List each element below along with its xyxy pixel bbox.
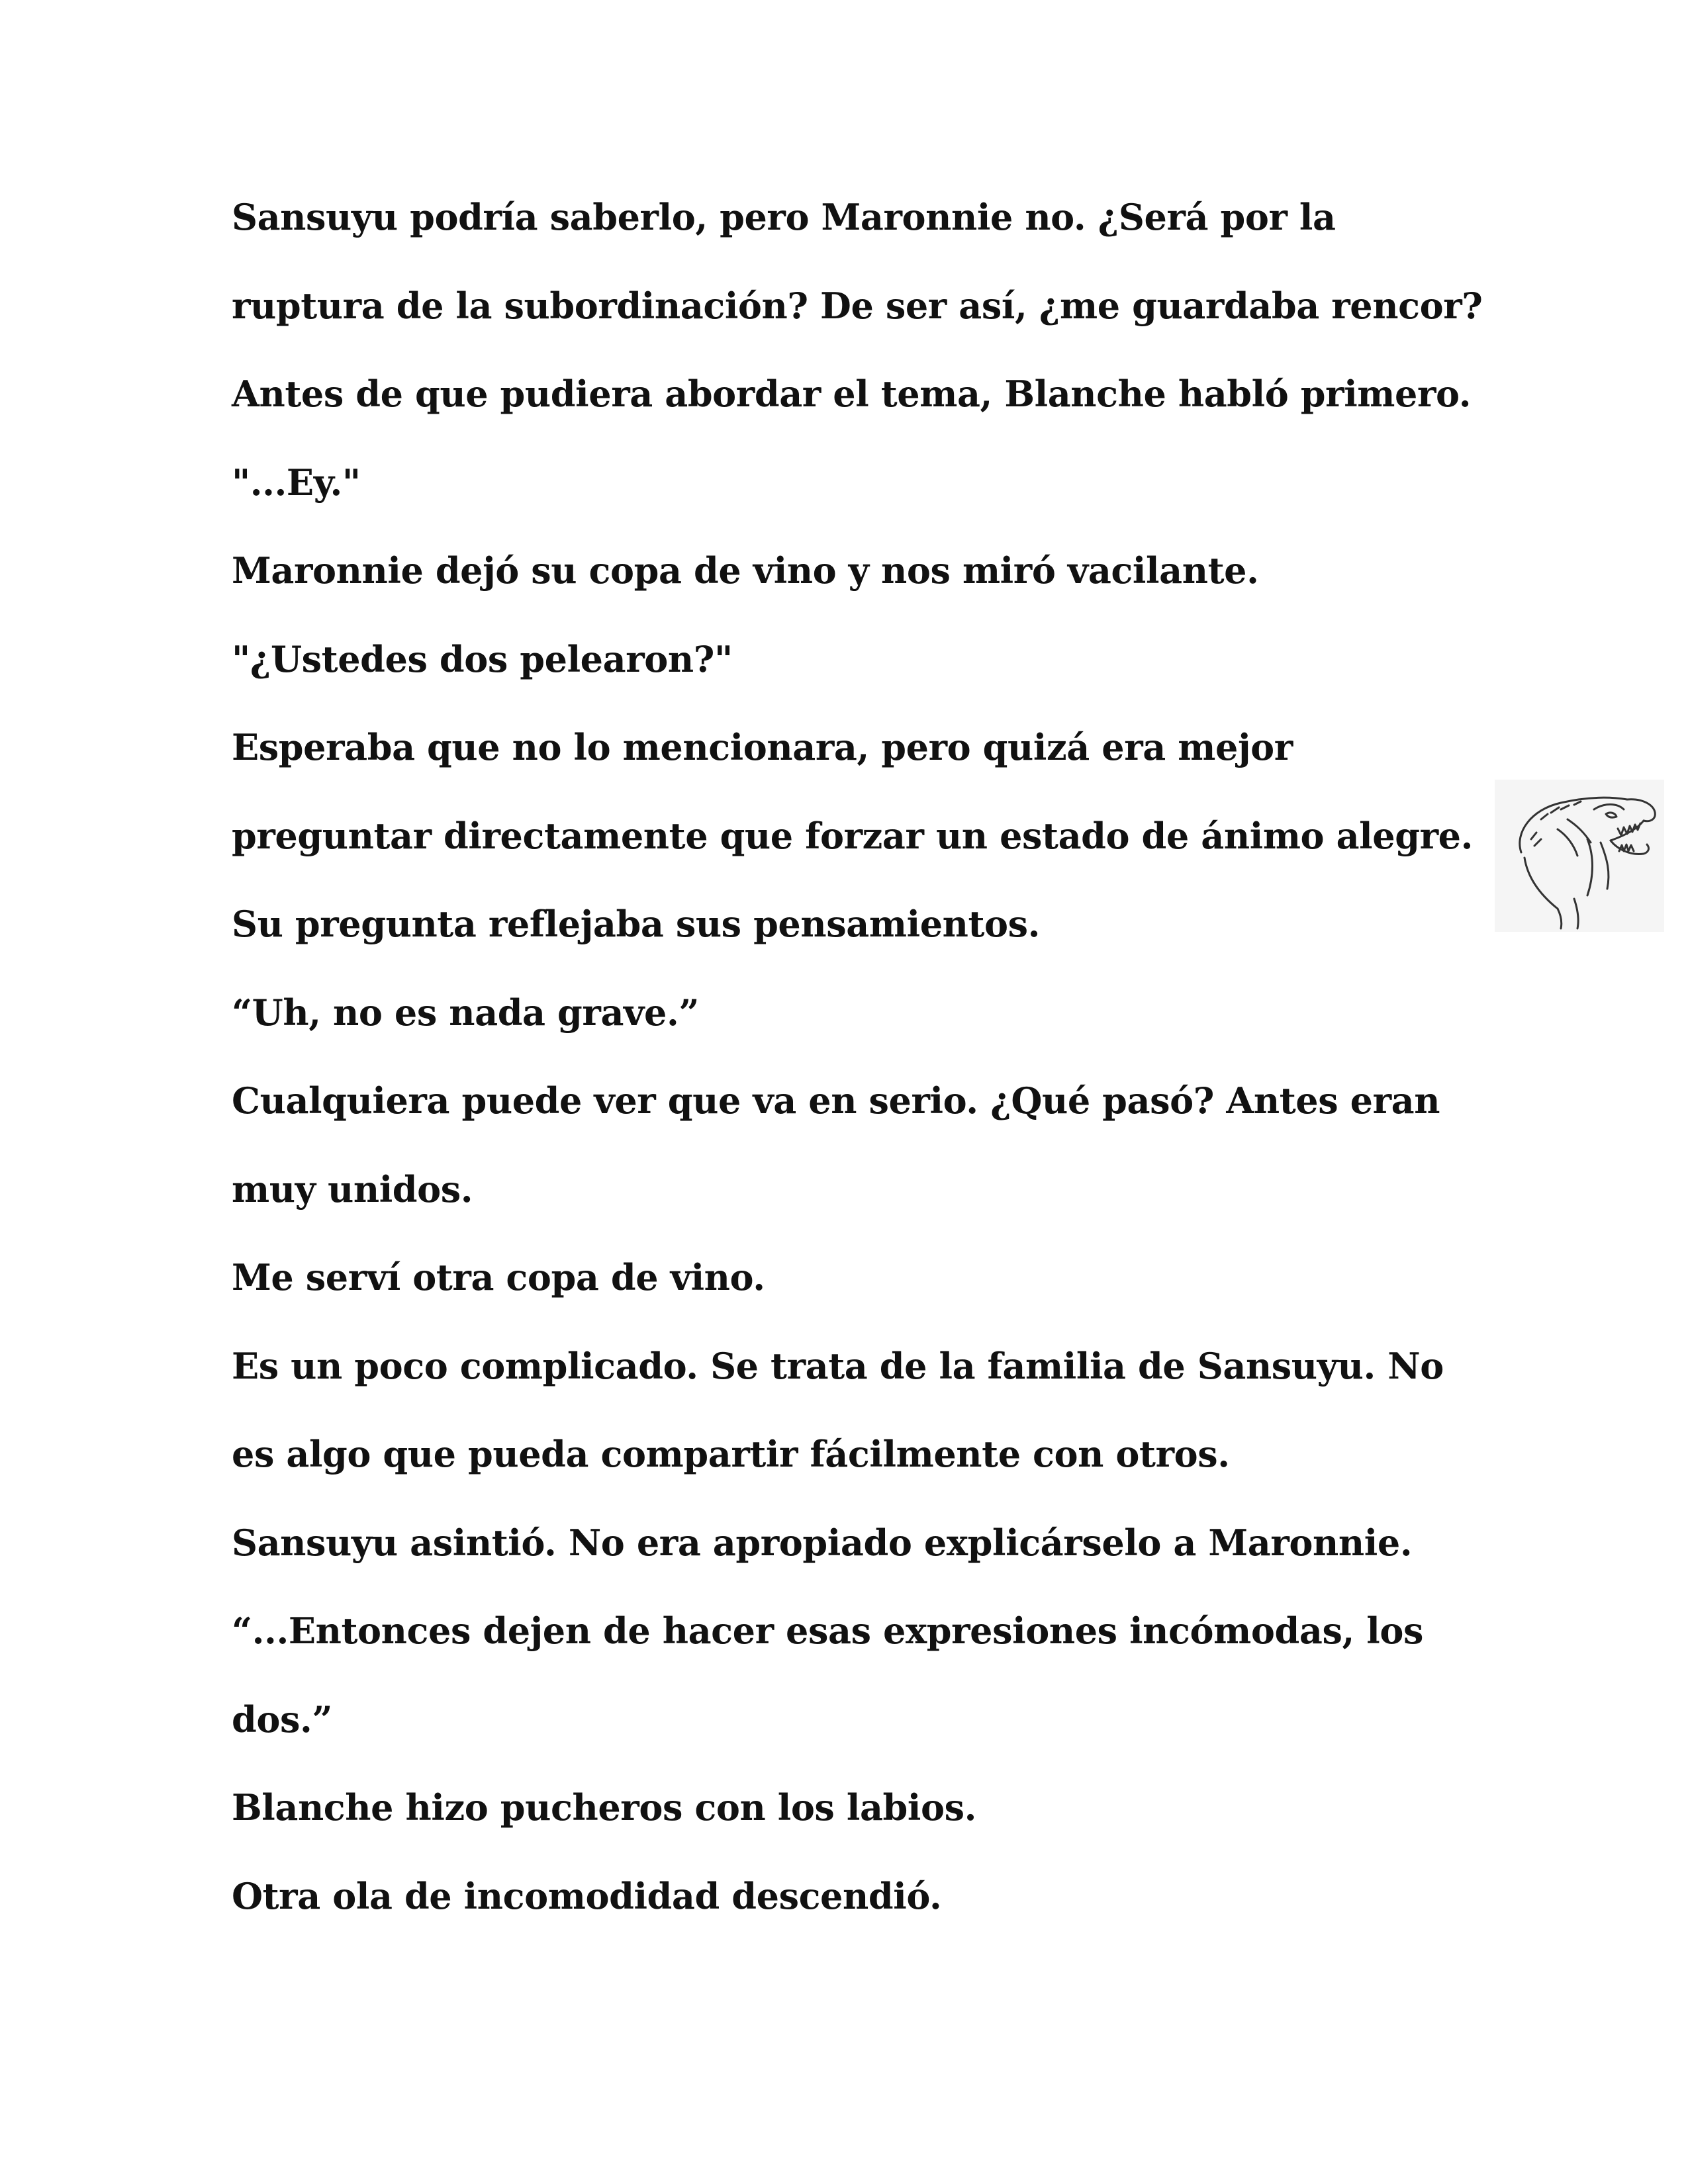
dinosaur-head-sketch-icon xyxy=(1495,780,1664,932)
text-line: es algo que pueda compartir fácilmente con otros. xyxy=(232,1433,1230,1475)
text-line: preguntar directamente que forzar un estado de ánimo alegre. xyxy=(232,814,1473,857)
text-line: Es un poco complicado. Se trata de la familia de Sansuyu. No xyxy=(232,1344,1444,1387)
text-line: Sansuyu asintió. No era apropiado explicárselo a Maronnie. xyxy=(232,1521,1413,1564)
text-line: ruptura de la subordinación? De ser así, ¿me guardaba rencor? xyxy=(232,284,1483,327)
text-line: “Uh, no es nada grave.” xyxy=(232,991,700,1034)
text-line: muy unidos. xyxy=(232,1167,473,1210)
text-line: Otra ola de incomodidad descendió. xyxy=(232,1874,942,1917)
text-line: Antes de que pudiera abordar el tema, Blanche habló primero. xyxy=(232,373,1472,415)
text-line: Sansuyu podría saberlo, pero Maronnie no. ¿Será por la xyxy=(232,196,1336,238)
text-line: Cualquiera puede ver que va en serio. ¿Qué pasó? Antes eran xyxy=(232,1079,1440,1122)
body-text xyxy=(232,191,1503,1958)
text-line: “...Entonces dejen de hacer esas expresiones incómodas, los xyxy=(232,1610,1423,1652)
text-line: Esperaba que no lo mencionara, pero quizá era mejor xyxy=(232,726,1293,768)
text-line: "...Ey." xyxy=(232,461,361,504)
text-line: Maronnie dejó su copa de vino y nos miró vacilante. xyxy=(232,549,1259,592)
text-line: "¿Ustedes dos pelearon?" xyxy=(232,637,733,680)
text-line: Blanche hizo pucheros con los labios. xyxy=(232,1786,977,1829)
text-line: dos.” xyxy=(232,1698,333,1741)
text-line: Me serví otra copa de vino. xyxy=(232,1256,765,1298)
text-line: Su pregunta reflejaba sus pensamientos. xyxy=(232,903,1041,945)
